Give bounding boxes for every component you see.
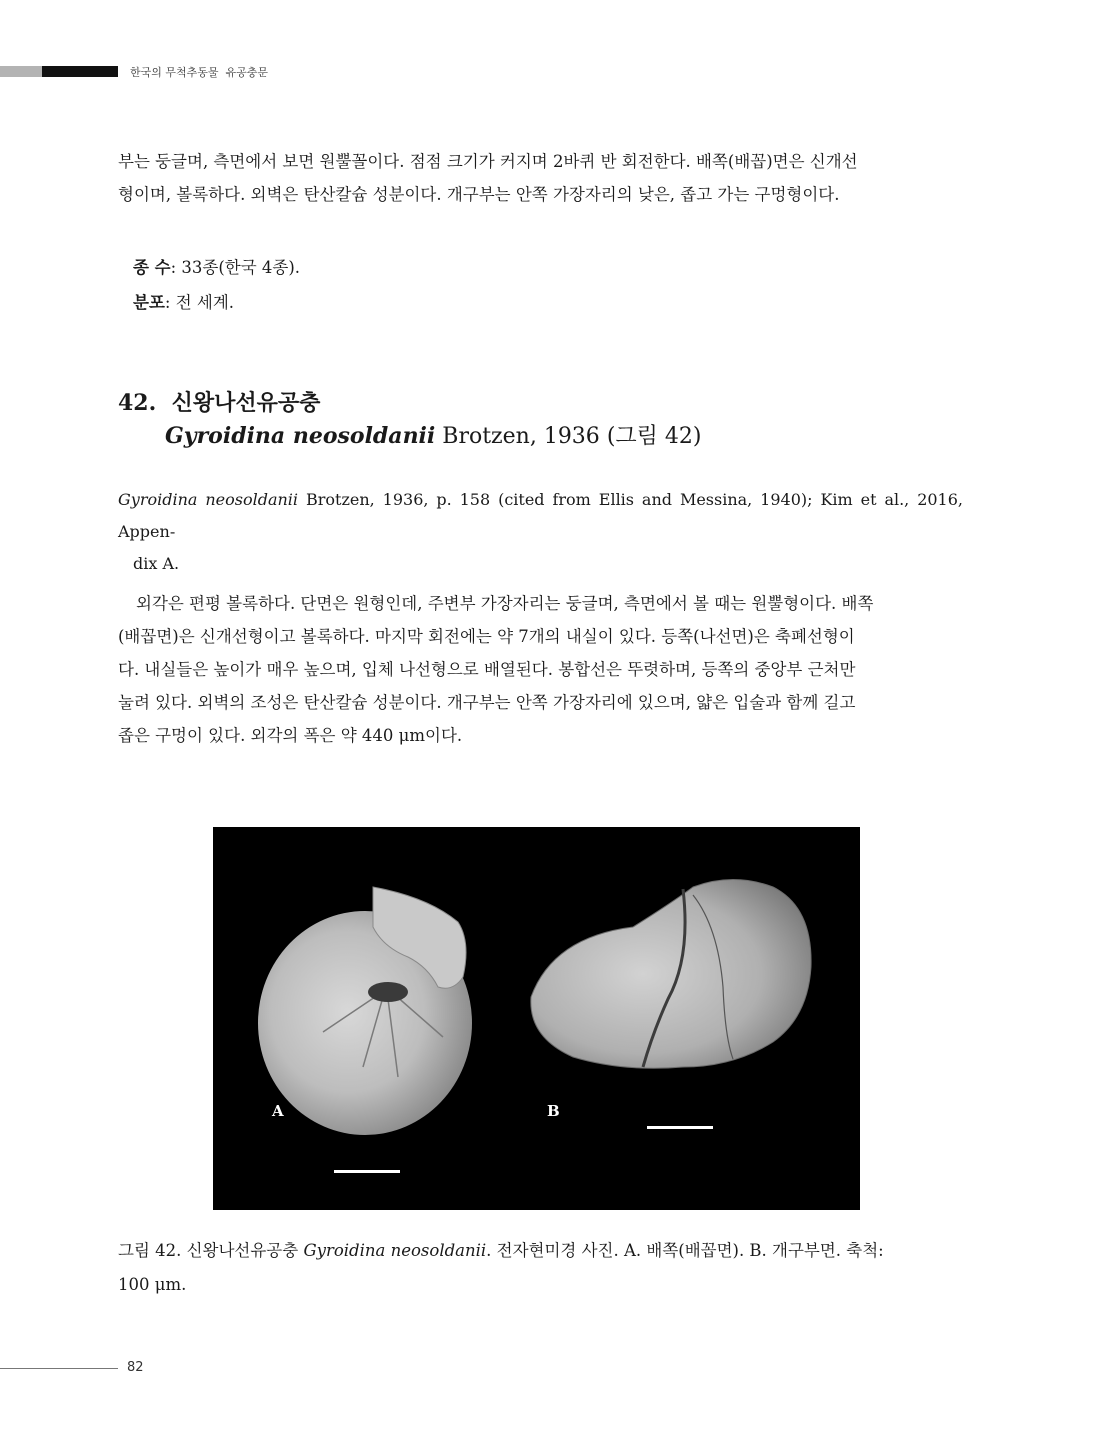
intro-line: 부는 둥글며, 측면에서 보면 원뿔꼴이다. 점점 크기가 커지며 2바퀴 반 회전한다. 배쪽(배꼽)면은 신개선 — [118, 152, 858, 171]
section-title — [118, 386, 320, 417]
description-line: 좁은 구멍이 있다. 외각의 폭은 약 440 μm이다. — [118, 726, 463, 745]
page-number: 82 — [127, 1360, 144, 1375]
section-sci-name: Gyroidina neosoldanii — [165, 423, 436, 449]
figure-caption — [118, 1234, 963, 1302]
section-korean-name: 신왕나선유공충 — [171, 391, 321, 416]
distribution-label: 분포 — [133, 293, 165, 312]
synonymy — [118, 484, 963, 580]
species-count-value: : 33종(한국 4종). — [170, 258, 301, 277]
header-subtitle: 유공충문 — [225, 66, 269, 79]
synonymy-continuation: dix A. — [133, 554, 180, 573]
sem-photo — [213, 827, 860, 1210]
header-bar-black — [42, 66, 118, 77]
description-line: (배꼽면)은 신개선형이고 볼록하다. 마지막 회전에는 약 7개의 내실이 있다. 등쪽(나선면)은 축폐선형이 — [118, 627, 855, 646]
species-count — [133, 251, 300, 284]
section-subtitle — [165, 419, 701, 450]
species-count-label: 종 수 — [133, 258, 171, 277]
section-figure-ref: (그림 42) — [606, 424, 702, 449]
caption-line — [118, 1234, 963, 1268]
synonymy-text: Brotzen, 1936, p. 158 (cited from Ellis and Messina, 1940); Kim et al., 2016, Appen- — [118, 490, 963, 541]
specimen-b — [531, 880, 811, 1069]
distribution — [133, 286, 234, 319]
synonymy-line — [118, 484, 963, 548]
figure-label-b: B — [547, 1102, 560, 1120]
footer-rule — [0, 1368, 118, 1369]
scale-bar-a — [334, 1170, 400, 1173]
section-author: Brotzen, 1936 — [442, 424, 600, 449]
header-title: 한국의 무척추동물 — [130, 66, 219, 79]
figure-label-a: A — [272, 1102, 284, 1120]
specimen-a — [258, 887, 472, 1135]
description-paragraph — [118, 587, 963, 752]
running-header — [130, 64, 268, 80]
sem-figure — [213, 827, 860, 1210]
intro-line: 형이며, 볼록하다. 외벽은 탄산칼슘 성분이다. 개구부는 안쪽 가장자리의 낮은, 좁고 가는 구멍형이다. — [118, 185, 840, 204]
scale-bar-b — [647, 1126, 713, 1129]
section-number: 42. — [118, 390, 157, 416]
caption-prefix: 그림 42. 신왕나선유공충 — [118, 1241, 304, 1260]
distribution-value: : 전 세계. — [164, 293, 235, 312]
description-line: 다. 내실들은 높이가 매우 높으며, 입체 나선형으로 배열된다. 봉합선은 뚜렷하며, 등쪽의 중앙부 근처만 — [118, 660, 856, 679]
description-line: 외각은 편평 볼록하다. 단면은 원형인데, 주변부 가장자리는 둥글며, 측면에서 볼 때는 원뿔형이다. 배쪽 — [136, 594, 874, 613]
description-line: 눌려 있다. 외벽의 조성은 탄산칼슘 성분이다. 개구부는 안쪽 가장자리에 있으며, 얇은 입술과 함께 길고 — [118, 693, 856, 712]
caption-suffix: . 전자현미경 사진. A. 배쪽(배꼽면). B. 개구부면. 축척: — [486, 1241, 884, 1260]
intro-paragraph — [118, 145, 963, 211]
caption-sci-name: Gyroidina neosoldanii — [303, 1241, 487, 1260]
synonymy-sci-name: Gyroidina neosoldanii — [118, 490, 299, 509]
caption-line-2: 100 μm. — [118, 1275, 187, 1294]
header-bar-gray — [0, 66, 42, 77]
